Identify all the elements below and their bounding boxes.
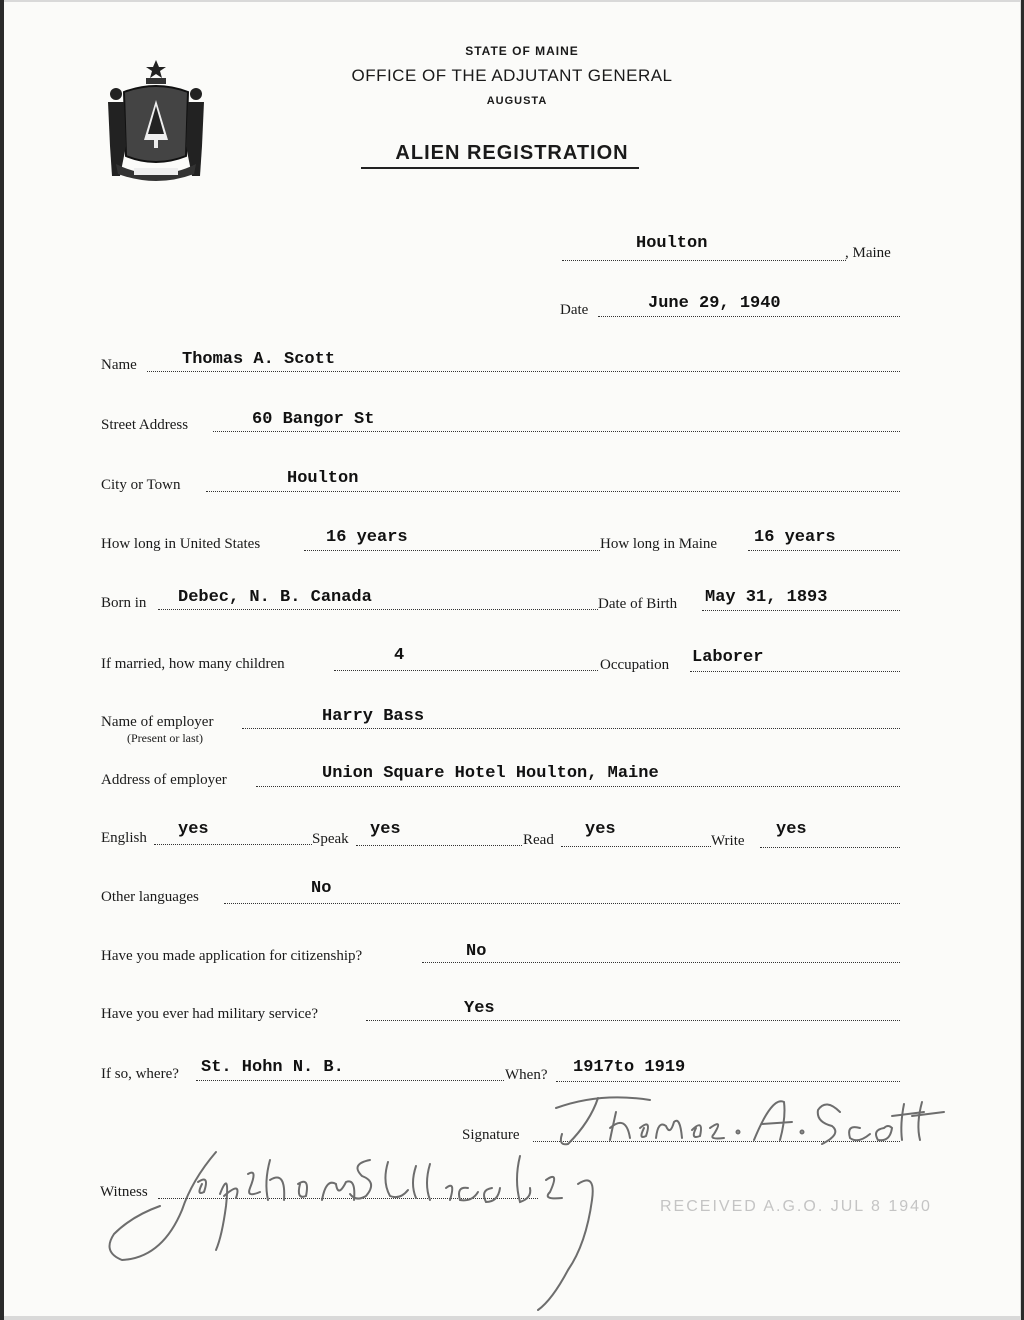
read-value: yes xyxy=(585,820,616,839)
where-value: St. Hohn N. B. xyxy=(201,1058,344,1077)
employer-address-line xyxy=(256,786,900,787)
occupation-line xyxy=(690,671,900,672)
header-city: AUGUSTA xyxy=(486,95,548,107)
other-languages-value: No xyxy=(311,879,332,898)
citizenship-line xyxy=(422,962,900,963)
witness-signature xyxy=(100,1140,640,1315)
employer-name-value: Harry Bass xyxy=(322,707,425,726)
when-line xyxy=(556,1081,900,1082)
military-label: Have you ever had military service? xyxy=(101,1006,318,1022)
date-label: Date xyxy=(560,302,589,318)
dob-label: Date of Birth xyxy=(598,596,678,612)
long-us-value: 16 years xyxy=(326,528,408,547)
citizenship-label: Have you made application for citizenship? xyxy=(101,948,363,964)
born-in-line xyxy=(158,609,598,610)
english-line xyxy=(154,844,312,845)
write-line xyxy=(760,847,900,848)
speak-label: Speak xyxy=(312,831,349,847)
maine-label: , Maine xyxy=(845,245,891,261)
read-label: Read xyxy=(523,832,554,848)
street-line xyxy=(213,431,900,432)
employer-name-label: Name of employer xyxy=(101,714,214,730)
long-us-line xyxy=(304,550,600,551)
name-label: Name xyxy=(101,357,137,373)
signature-label: Signature xyxy=(462,1127,520,1143)
dob-line xyxy=(702,610,900,611)
town-value: Houlton xyxy=(636,234,708,253)
speak-value: yes xyxy=(370,820,401,839)
when-label: When? xyxy=(505,1067,548,1083)
where-line xyxy=(196,1080,504,1081)
city-town-line xyxy=(206,491,900,492)
long-maine-value: 16 years xyxy=(754,528,836,547)
read-line xyxy=(561,846,711,847)
street-label: Street Address xyxy=(101,417,189,433)
children-value: 4 xyxy=(394,646,405,665)
long-maine-label: How long in Maine xyxy=(600,536,718,552)
date-value: June 29, 1940 xyxy=(648,294,781,313)
long-maine-line xyxy=(748,550,900,551)
form-title: ALIEN REGISTRATION xyxy=(395,142,629,164)
name-line xyxy=(147,371,900,372)
born-in-label: Born in xyxy=(101,595,147,611)
dob-value: May 31, 1893 xyxy=(705,588,828,607)
occupation-label: Occupation xyxy=(600,657,670,673)
date-line xyxy=(598,316,900,317)
other-languages-line xyxy=(224,903,900,904)
born-in-value: Debec, N. B. Canada xyxy=(178,588,372,607)
title-underline xyxy=(361,167,639,169)
where-label: If so, where? xyxy=(101,1066,179,1082)
long-us-label: How long in United States xyxy=(101,536,261,552)
married-line xyxy=(334,670,598,671)
occupation-value: Laborer xyxy=(692,648,764,667)
employer-name-line xyxy=(242,728,900,729)
witness-label: Witness xyxy=(100,1184,148,1200)
write-value: yes xyxy=(776,820,807,839)
other-languages-label: Other languages xyxy=(101,889,199,905)
header-office: OFFICE OF THE ADJUTANT GENERAL xyxy=(351,66,673,85)
speak-line xyxy=(356,845,522,846)
when-value: 1917to 1919 xyxy=(573,1058,686,1077)
military-line xyxy=(366,1020,900,1021)
city-town-value: Houlton xyxy=(287,469,359,488)
received-stamp: RECEIVED A.G.O. JUL 8 1940 xyxy=(660,1198,932,1215)
write-label: Write xyxy=(711,833,745,849)
married-label: If married, how many children xyxy=(101,656,285,672)
name-value: Thomas A. Scott xyxy=(182,350,336,369)
english-value: yes xyxy=(178,820,209,839)
citizenship-value: No xyxy=(466,942,487,961)
street-value: 60 Bangor St xyxy=(252,410,375,429)
employer-note: (Present or last) xyxy=(127,731,203,745)
header-state: STATE OF MAINE xyxy=(465,44,579,58)
employer-address-value: Union Square Hotel Houlton, Maine xyxy=(322,764,659,783)
town-line xyxy=(562,260,846,261)
city-town-label: City or Town xyxy=(101,477,181,493)
military-value: Yes xyxy=(464,999,495,1018)
employer-address-label: Address of employer xyxy=(101,772,227,788)
english-label: English xyxy=(101,830,147,846)
